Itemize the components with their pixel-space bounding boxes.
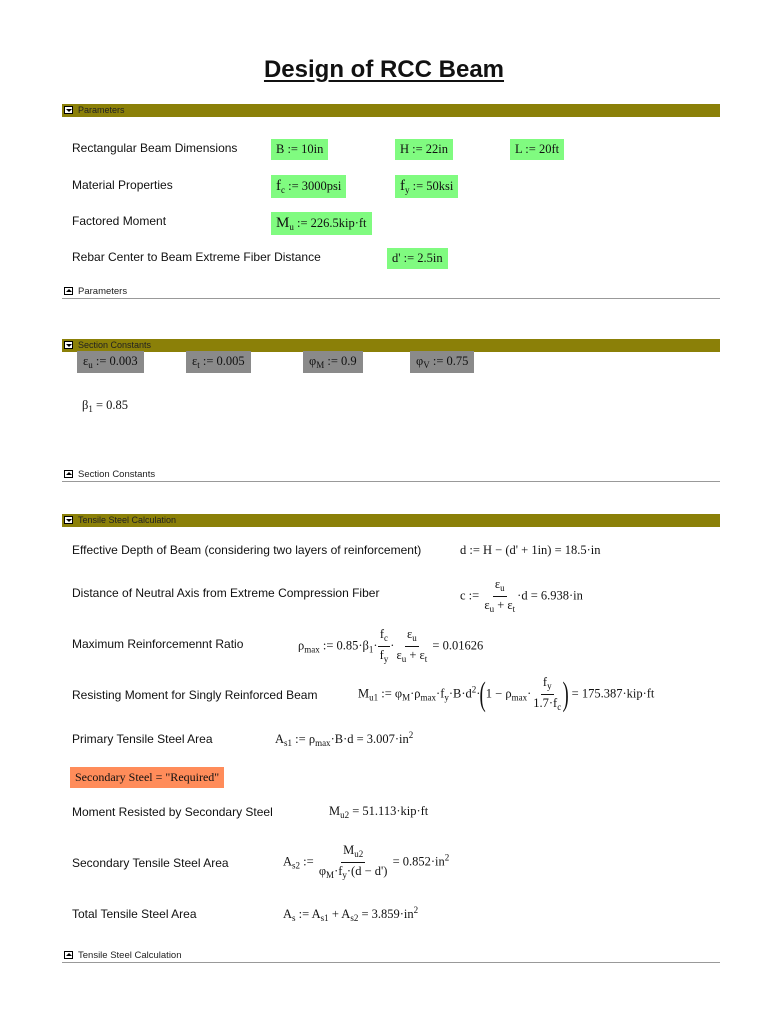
primary-steel-label: Primary Tensile Steel Area	[72, 732, 213, 746]
beam-height-input[interactable]: H := 22in	[395, 139, 453, 160]
expand-icon[interactable]	[64, 951, 73, 959]
section-header-parameters[interactable]: Parameters	[62, 104, 720, 117]
fy-input[interactable]: $f_y$ := 50ksi	[395, 175, 458, 198]
cover-label: Rebar Center to Beam Extreme Fiber Distance	[72, 250, 321, 264]
section-header-constants[interactable]: Section Constants	[62, 339, 720, 352]
collapse-icon[interactable]	[64, 341, 73, 349]
eps-t-input[interactable]: $\varepsilon_t$ := 0.005	[186, 351, 251, 373]
section-footer-tensile[interactable]: Tensile Steel Calculation	[62, 949, 720, 963]
phi-m-input[interactable]: $\varphi_M$ := 0.9	[303, 351, 363, 373]
eps-u-input[interactable]: $\varepsilon_u$ := 0.003	[77, 351, 144, 373]
primary-steel-expr: $A_{s1}$ := $\rho_{max}\cdot B\cdot d = 3.007\cdot in^2$	[275, 730, 414, 748]
dimensions-label: Rectangular Beam Dimensions	[72, 141, 238, 155]
mu-input[interactable]: $M_u$ := 226.5kip·ft	[271, 212, 372, 235]
moment-label: Factored Moment	[72, 214, 167, 228]
materials-label: Material Properties	[72, 178, 173, 192]
expand-icon[interactable]	[64, 287, 73, 295]
secondary-moment-label: Moment Resisted by Secondary Steel	[72, 805, 273, 819]
beta1-result: $\beta_1 = 0.85$	[82, 398, 129, 414]
resisting-moment-expr: $M_{u1}$ := $\varphi_M\cdot\rho_{max}\cdot f_y\cdot B\cdot d^2\cdot(1 - \rho_{max}\cdot$ $\frac{f_y}{1.7\cdot f_c}$ ) = 175.387·kip·ft	[358, 675, 655, 713]
beam-width-input[interactable]: B := 10in	[271, 139, 328, 160]
total-area-label: Total Tensile Steel Area	[72, 907, 197, 921]
total-area-expr: $A_s$ := $A_{s1} + A_{s2} = 3.859\cdot in^2$	[283, 905, 419, 923]
secondary-steel-flag: Secondary Steel = "Required"	[70, 767, 224, 788]
section-footer-parameters[interactable]: Parameters	[62, 285, 720, 299]
neutral-axis-expr: c := $\frac{\varepsilon_u}{\varepsilon_u + \varepsilon_t}$ ·d = 6.938·in	[460, 577, 583, 614]
page-title: Design of RCC Beam	[263, 56, 505, 83]
phi-v-input[interactable]: $\varphi_V$ := 0.75	[410, 351, 474, 373]
collapse-icon[interactable]	[64, 516, 73, 524]
secondary-area-label: Secondary Tensile Steel Area	[72, 856, 229, 870]
section-header-tensile[interactable]: Tensile Steel Calculation	[62, 514, 720, 527]
beam-length-input[interactable]: L := 20ft	[510, 139, 564, 160]
secondary-moment-expr: $M_{u2} = 51.113\cdot kip\cdot ft$	[329, 804, 429, 820]
collapse-icon[interactable]	[64, 106, 73, 114]
resisting-moment-label: Resisting Moment for Singly Reinforced Beam	[72, 688, 318, 702]
secondary-area-expr: $A_{s2}$ := $\frac{M_{u2}}{\varphi_M\cdot f_y\cdot(d - d')}$ = $0.852\cdot in^2$	[283, 843, 450, 880]
section-footer-constants[interactable]: Section Constants	[62, 468, 720, 482]
cover-input[interactable]: d' := 2.5in	[387, 248, 448, 269]
effective-depth-label: Effective Depth of Beam (considering two layers of reinforcement)	[72, 543, 422, 557]
effective-depth-expr: d := H − (d' + 1in) = 18.5·in	[460, 543, 601, 557]
expand-icon[interactable]	[64, 470, 73, 478]
rho-max-expr: $\rho_{max}$ := $0.85\cdot\beta_1\cdot$ $\frac{f_c}{f_y}$ · $\frac{\varepsilon_u}{\varepsilon_u + \varepsilon_t}$ = 0.01626	[298, 627, 484, 664]
fc-input[interactable]: $f_c$ := 3000psi	[271, 175, 346, 198]
neutral-axis-label: Distance of Neutral Axis from Extreme Compression Fiber	[72, 586, 380, 600]
rho-max-label: Maximum Reinforcemennt Ratio	[72, 637, 244, 651]
